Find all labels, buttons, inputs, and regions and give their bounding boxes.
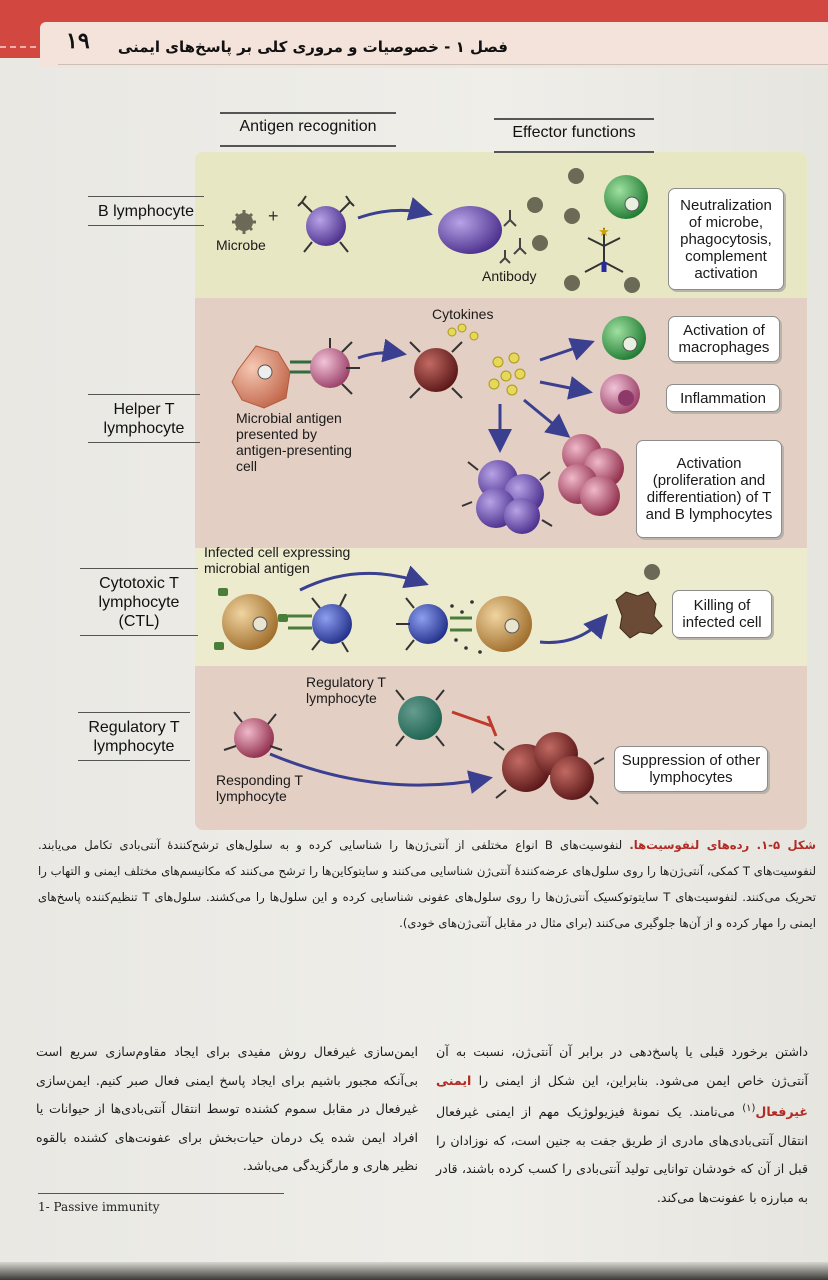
outcome-killing-infected-cell: Killing of infected cell bbox=[672, 590, 772, 638]
chapter-title: فصل ۱ - خصوصیات و مروری کلی بر پاسخ‌های ایمنی bbox=[117, 38, 508, 56]
body-right-part1: داشتن برخورد قبلی یا پاسخ‌دهی در برابر آن آنتی‌ژن، نسبت به آن آنتی‌ژن خاص ایمن می‌شود. بنابراین، این شکل از ایمنی را bbox=[436, 1044, 809, 1088]
label-cytokines: Cytokines bbox=[432, 306, 494, 322]
row-label-b-lymphocyte: B lymphocyte bbox=[88, 202, 204, 221]
caption-title: شکل ۵-۱. رده‌های لنفوسیت‌ها. bbox=[629, 838, 817, 852]
column-header-effector-functions: Effector functions bbox=[494, 118, 654, 150]
body-column-right bbox=[436, 1038, 808, 1212]
caption-body: لنفوسیت‌های B انواع مختلفی از آنتی‌ژن‌ها را شناسایی کرده و به سلول‌های ترشح‌کنندهٔ آنتی‌بادی تکامل می‌یابند. لنفوسیت‌های T کمکی، آنتی‌ژن‌ها را روی سلول‌های عرضه‌کنندهٔ آنتی‌ژن شناسایی می‌کنند و سایتوکاین‌ها را ترشح می‌کنند که مکانیسم‌های مختلف ایمنی و التهاب را تحریک می‌کنند. لنفوسیت‌های T سایتوتوکسیک آنتی‌ژن‌ها را روی سلول‌های عفونی شناسایی کرده و این سلول‌ها را می‌کشند. سلول‌های T تنظیم‌کننده پاسخ‌های ایمنی را مهار کرده و از آن‌ها جلوگیری می‌کنند (برای مثال در مقابل آنتی‌ژن‌های خودی). bbox=[38, 838, 816, 930]
term-passive-immunity: ایمنی غیرفعال bbox=[436, 1072, 808, 1120]
outcome-activation-macrophages: Activation of macrophages bbox=[668, 316, 780, 362]
row-label-ctl: Cytotoxic T lymphocyte (CTL) bbox=[80, 574, 198, 631]
label-regulatory-t: Regulatory T lymphocyte bbox=[306, 674, 386, 706]
label-infected-cell: Infected cell expressing microbial antigen bbox=[204, 544, 351, 576]
label-antibody: Antibody bbox=[482, 268, 537, 284]
svg-text:+: + bbox=[268, 206, 279, 226]
outcome-suppression: Suppression of other lymphocytes bbox=[614, 746, 768, 792]
outcome-inflammation: Inflammation bbox=[666, 384, 780, 412]
row-label-regulatory-t: Regulatory T lymphocyte bbox=[78, 718, 190, 756]
figure-caption bbox=[38, 832, 816, 936]
page-number: ۱۹ bbox=[66, 28, 90, 54]
page-bottom-shadow bbox=[0, 1262, 828, 1280]
label-microbial-antigen-presented: Microbial antigen presented by antigen-presenting cell bbox=[236, 410, 352, 474]
header-rule bbox=[58, 64, 828, 65]
row-label-helper-t: Helper T lymphocyte bbox=[88, 400, 200, 438]
body-column-left: ایمن‌سازی غیرفعال روش مفیدی برای ایجاد مقاوم‌سازی سریع است بی‌آنکه مجبور باشیم برای ایجاد پاسخ ایمنی فعال صبر کنیم. ایمن‌سازی غیرفعال در مقابل سموم کشنده توسط انتقال آنتی‌بادی‌ها از حیوانات یا افراد ایمن شده یک درمان حیات‌بخش برای عفونت‌های کشنده بالقوه نظیر هاری و مارگزیدگی می‌باشد. bbox=[36, 1044, 418, 1173]
svg-text:★: ★ bbox=[598, 225, 610, 240]
label-responding-t: Responding T lymphocyte bbox=[216, 772, 303, 804]
footnote: 1- Passive immunity bbox=[38, 1200, 160, 1214]
column-header-antigen-recognition: Antigen recognition bbox=[220, 112, 396, 144]
outcome-neutralization: Neutralization of microbe, phagocytosis, complement activation bbox=[668, 188, 784, 290]
outcome-activation-lymphocytes: Activation (proliferation and differentiation) of T and B lymphocytes bbox=[636, 440, 782, 538]
label-microbe: Microbe bbox=[216, 237, 266, 253]
body-right-part2: می‌نامند. یک نمونهٔ فیزیولوژیک مهم از ایمنی غیرفعال انتقال آنتی‌بادی‌های مادری از طریق جفت به جنین است، که نوزادان را قبل از آن که خودشان توانایی تولید آنتی‌بادی را کسب کرده باشند، قادر به مبارزه با عفونت‌ها می‌کند. bbox=[436, 1104, 808, 1205]
footnote-ref: (۱) bbox=[742, 1103, 756, 1114]
footnote-rule bbox=[38, 1193, 284, 1194]
